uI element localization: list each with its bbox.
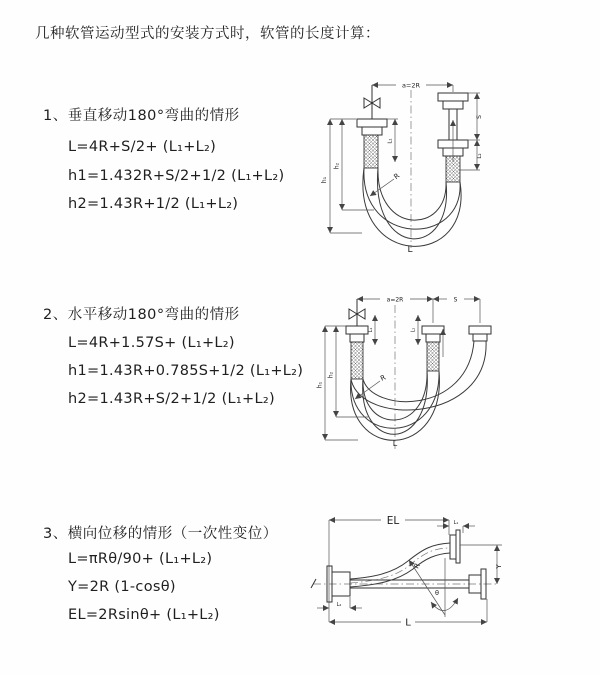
dim-fitting-left <box>387 119 398 162</box>
dim-label-r: R <box>379 373 388 383</box>
dim-label-h1: h₁ <box>321 176 328 184</box>
right-riser-fitting <box>438 93 468 182</box>
dim-fitting-left <box>368 315 375 345</box>
diagram-vertical-180-bend <box>310 70 590 260</box>
dim-length <box>329 599 487 629</box>
hose-u-bend-moved <box>351 341 486 410</box>
dim-label-l1: L₁ <box>453 520 459 526</box>
dim-label-r: R <box>412 561 422 571</box>
dim-label-l1: L₁ <box>387 138 394 144</box>
centerline-tick <box>311 579 316 588</box>
section-1-formula-length: L=4R+S/2+ (L₁+L₂) <box>68 139 217 155</box>
dim-label-span: a=2R <box>386 296 404 304</box>
section-2-heading: 2、水平移动180°弯曲的情形 <box>43 307 240 323</box>
section-3-heading: 3、横向位移的情形（一次性变位） <box>43 526 278 542</box>
right-riser-fitting <box>469 326 491 341</box>
dim-label-l2: L₂ <box>477 153 483 159</box>
dim-el <box>329 515 449 622</box>
section-3-formula-y: Y=2R (1-cosθ) <box>68 579 176 595</box>
dim-label-el: EL <box>386 515 400 527</box>
left-riser-fitting <box>346 326 368 379</box>
section-1-heading: 1、垂直移动180°弯曲的情形 <box>43 108 240 124</box>
page-title: 几种软管运动型式的安装方式时，软管的长度计算： <box>35 26 380 42</box>
dim-label-theta: θ <box>435 589 439 597</box>
dim-label-l1: L₁ <box>368 327 374 333</box>
section-3-formula-el: EL=2Rsinθ+ (L₁+L₂) <box>68 607 220 623</box>
diagram-lateral-displacement <box>305 505 600 655</box>
dim-label-r: R <box>392 171 402 182</box>
section-2-formula-h2: h2=1.43R+S/2+1/2 (L₁+L₂) <box>68 391 275 407</box>
dim-span-s <box>433 297 480 324</box>
dim-label-span: a=2R <box>401 81 421 90</box>
dim-label-h2: h₂ <box>333 162 341 170</box>
upper-right-flange <box>450 530 460 563</box>
section-3-formula-length: L=πRθ/90+ (L₁+L₂) <box>68 551 213 567</box>
dim-label-s: S <box>476 115 483 119</box>
dim-label-length: L <box>405 617 411 629</box>
section-1-formula-h2: h2=1.43R+1/2 (L₁+L₂) <box>68 196 239 212</box>
dim-fitting-mid <box>411 315 419 345</box>
valve-icon <box>364 85 380 119</box>
dim-span-a2r <box>357 297 433 304</box>
left-riser-fitting <box>357 119 387 168</box>
dim-h-outer <box>321 119 362 233</box>
section-2-formula-h1: h1=1.43R+0.785S+1/2 (L₁+L₂) <box>68 363 304 379</box>
dim-label-y: Y <box>495 564 503 569</box>
section-2-formula-length: L=4R+1.57S+ (L₁+L₂) <box>68 335 235 351</box>
dim-label-h2: h₂ <box>327 371 335 379</box>
section-1-formula-h1: h1=1.432R+S/2+1/2 (L₁+L₂) <box>68 168 285 184</box>
middle-riser-fitting <box>422 326 444 371</box>
dim-label-l2: L₂ <box>410 327 417 333</box>
radius-leader <box>370 172 401 196</box>
dim-label-h1: h₁ <box>316 381 324 389</box>
dim-label-length: L <box>392 439 398 448</box>
dim-span-a2r <box>372 82 453 93</box>
valve-icon <box>349 299 365 326</box>
dim-label-s: S <box>453 296 458 304</box>
dim-label-l2: L₂ <box>336 602 342 608</box>
dim-label-length: L <box>407 245 413 255</box>
dim-stroke-s <box>468 93 483 140</box>
dim-fitting-left <box>317 597 362 608</box>
diagram-horizontal-180-bend <box>310 283 600 455</box>
